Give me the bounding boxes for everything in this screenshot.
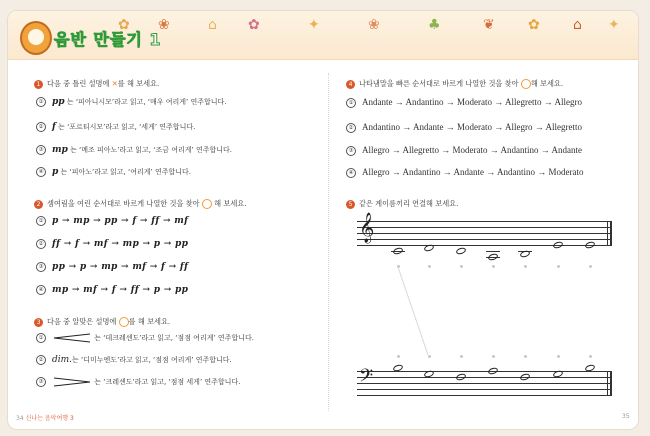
q3-option-2[interactable] xyxy=(36,355,232,365)
question-number: 3 xyxy=(34,318,43,327)
question-text: 해 보세요. xyxy=(214,199,247,208)
option-text: 는 ‘포르티시모’라고 읽고, ‘세게’ 연주합니다. xyxy=(58,123,196,131)
connect-dot[interactable] xyxy=(557,265,560,268)
q2-option-4[interactable] xyxy=(36,285,188,295)
connect-dot[interactable] xyxy=(460,355,463,358)
dynamic-symbol: p xyxy=(52,167,59,177)
q4-option-4[interactable] xyxy=(346,167,583,178)
question-text: 해 보세요. xyxy=(530,79,564,88)
tempo-sequence: Allegro → Andantino → Andante → Andantino → Moderato xyxy=(362,167,584,177)
question-text: 셈여림을 여린 순서대로 바르게 나열한 것을 찾아 xyxy=(47,199,202,208)
flower-icon: ❀ xyxy=(158,17,170,33)
option-number: ③ xyxy=(346,146,356,156)
tempo-sequence: Allegro → Allegretto → Moderato → Andantino → Andante xyxy=(362,145,582,155)
x-mark-icon: ✕ xyxy=(111,79,118,88)
question-number: 1 xyxy=(34,80,43,89)
q1-option-4[interactable] xyxy=(36,167,191,177)
dynamic-sequence: ff → f → mf → mp → p → pp xyxy=(52,239,189,249)
question-text: 나타냄말을 빠른 순서대로 바르게 나열한 것을 찾아 xyxy=(359,79,521,88)
q1-option-1[interactable] xyxy=(36,97,227,107)
house-icon: ⌂ xyxy=(208,17,217,33)
q2-option-3[interactable] xyxy=(36,262,188,272)
header-banner xyxy=(8,11,638,60)
crescendo-icon xyxy=(52,333,92,343)
option-number: ④ xyxy=(36,167,46,177)
question-text: 를 해 보세요. xyxy=(117,79,160,88)
question-number: 2 xyxy=(34,200,43,209)
connect-dot[interactable] xyxy=(524,355,527,358)
connect-dot[interactable] xyxy=(428,355,431,358)
option-number: ② xyxy=(346,123,356,133)
option-text: 는 ‘디미누엔도’라고 읽고, ‘점점 여리게’ 연주합니다. xyxy=(72,356,232,364)
circle-mark-icon xyxy=(119,317,129,327)
tree-icon: ♣ xyxy=(428,17,441,33)
connect-dot[interactable] xyxy=(589,265,592,268)
connect-dot[interactable] xyxy=(524,265,527,268)
question-1-heading xyxy=(34,79,159,89)
flower-icon: ✿ xyxy=(248,17,260,33)
circle-mark-icon xyxy=(202,199,212,209)
option-text: 는 ‘피아노’라고 읽고, ‘여리게’ 연주합니다. xyxy=(60,168,191,176)
q4-option-1[interactable] xyxy=(346,97,582,108)
bass-clef-icon: 𝄢 xyxy=(359,366,374,391)
question-text: 를 해 보세요. xyxy=(128,317,171,326)
question-text: 다음 중 알맞은 설명에 xyxy=(47,317,119,326)
connect-dot[interactable] xyxy=(492,265,495,268)
question-number: 5 xyxy=(346,200,355,209)
connect-dot[interactable] xyxy=(460,265,463,268)
q4-option-3[interactable] xyxy=(346,145,582,156)
dynamic-symbol: mp xyxy=(52,145,68,155)
decrescendo-icon xyxy=(52,377,92,387)
treble-clef-icon: 𝄞 xyxy=(359,213,375,243)
q3-option-3[interactable] xyxy=(36,377,240,387)
dynamic-sequence: mp → mf → f → ff → p → pp xyxy=(52,285,189,295)
option-number: ② xyxy=(36,355,46,365)
option-number: ① xyxy=(346,98,356,108)
tempo-sequence: Andantino → Andante → Moderato → Allegro → Allegretto xyxy=(362,122,582,132)
circle-mark-icon xyxy=(521,79,531,89)
example-connection-line xyxy=(395,265,435,360)
question-3-heading xyxy=(34,317,170,327)
question-number: 4 xyxy=(346,80,355,89)
q1-option-3[interactable] xyxy=(36,145,232,155)
option-number: ① xyxy=(36,216,46,226)
bird-icon: ❦ xyxy=(483,17,495,33)
connect-dot[interactable] xyxy=(557,355,560,358)
house-icon: ⌂ xyxy=(573,17,582,33)
flower-icon: ❀ xyxy=(368,17,380,33)
clock-icon xyxy=(20,21,52,55)
question-5-heading xyxy=(346,199,458,209)
option-number: ④ xyxy=(36,285,46,295)
q3-option-1[interactable] xyxy=(36,333,254,343)
q2-option-2[interactable] xyxy=(36,239,188,249)
page-title: 음반 만들기 1 xyxy=(54,30,162,49)
option-number: ① xyxy=(36,97,46,107)
dynamic-symbol: dim. xyxy=(52,355,73,365)
flower-icon: ✿ xyxy=(118,17,130,33)
connect-dot[interactable] xyxy=(397,355,400,358)
option-number: ② xyxy=(36,239,46,249)
footer-text: 신나는 음악여행 3 xyxy=(25,415,74,422)
question-4-heading xyxy=(346,79,563,89)
option-text: 는 ‘크레센도’라고 읽고, ‘점점 세게’ 연주합니다. xyxy=(94,378,241,386)
star-icon: ✦ xyxy=(308,17,320,33)
question-2-heading xyxy=(34,199,247,209)
q2-option-1[interactable] xyxy=(36,216,188,226)
page-number: 34 xyxy=(16,415,24,422)
page-divider xyxy=(328,73,330,411)
page-number-right: 35 xyxy=(622,413,630,420)
page-number-left xyxy=(16,413,74,422)
dynamic-sequence: p → mp → pp → f → ff → mf xyxy=(52,216,189,226)
flower-icon: ✿ xyxy=(528,17,540,33)
q1-option-2[interactable] xyxy=(36,122,195,132)
option-number: ① xyxy=(36,333,46,343)
star-icon: ✦ xyxy=(608,17,620,33)
option-text: 는 ‘데크레센도’라고 읽고, ‘점점 여리게’ 연주합니다. xyxy=(94,334,254,342)
q4-option-2[interactable] xyxy=(346,122,582,133)
option-number: ② xyxy=(36,122,46,132)
option-text: 는 ‘메조 피아노’라고 읽고, ‘조금 여리게’ 연주합니다. xyxy=(70,146,233,154)
dynamic-symbol: f xyxy=(52,122,56,132)
dynamic-sequence: pp → p → mp → mf → f → ff xyxy=(52,262,189,272)
option-text: 는 ‘피아니시모’라고 읽고, ‘매우 여리게’ 연주합니다. xyxy=(66,98,227,106)
connect-dot[interactable] xyxy=(492,355,495,358)
option-number: ③ xyxy=(36,262,46,272)
tempo-sequence: Andante → Andantino → Moderato → Allegretto → Allegro xyxy=(362,97,582,107)
question-text: 다음 중 틀린 설명에 xyxy=(47,79,112,88)
connect-dot[interactable] xyxy=(589,355,592,358)
option-number: ③ xyxy=(36,145,46,155)
option-number: ④ xyxy=(346,168,356,178)
dynamic-symbol: pp xyxy=(52,97,65,107)
option-number: ③ xyxy=(36,377,46,387)
question-text: 같은 계이름끼리 연결해 보세요. xyxy=(359,199,459,208)
